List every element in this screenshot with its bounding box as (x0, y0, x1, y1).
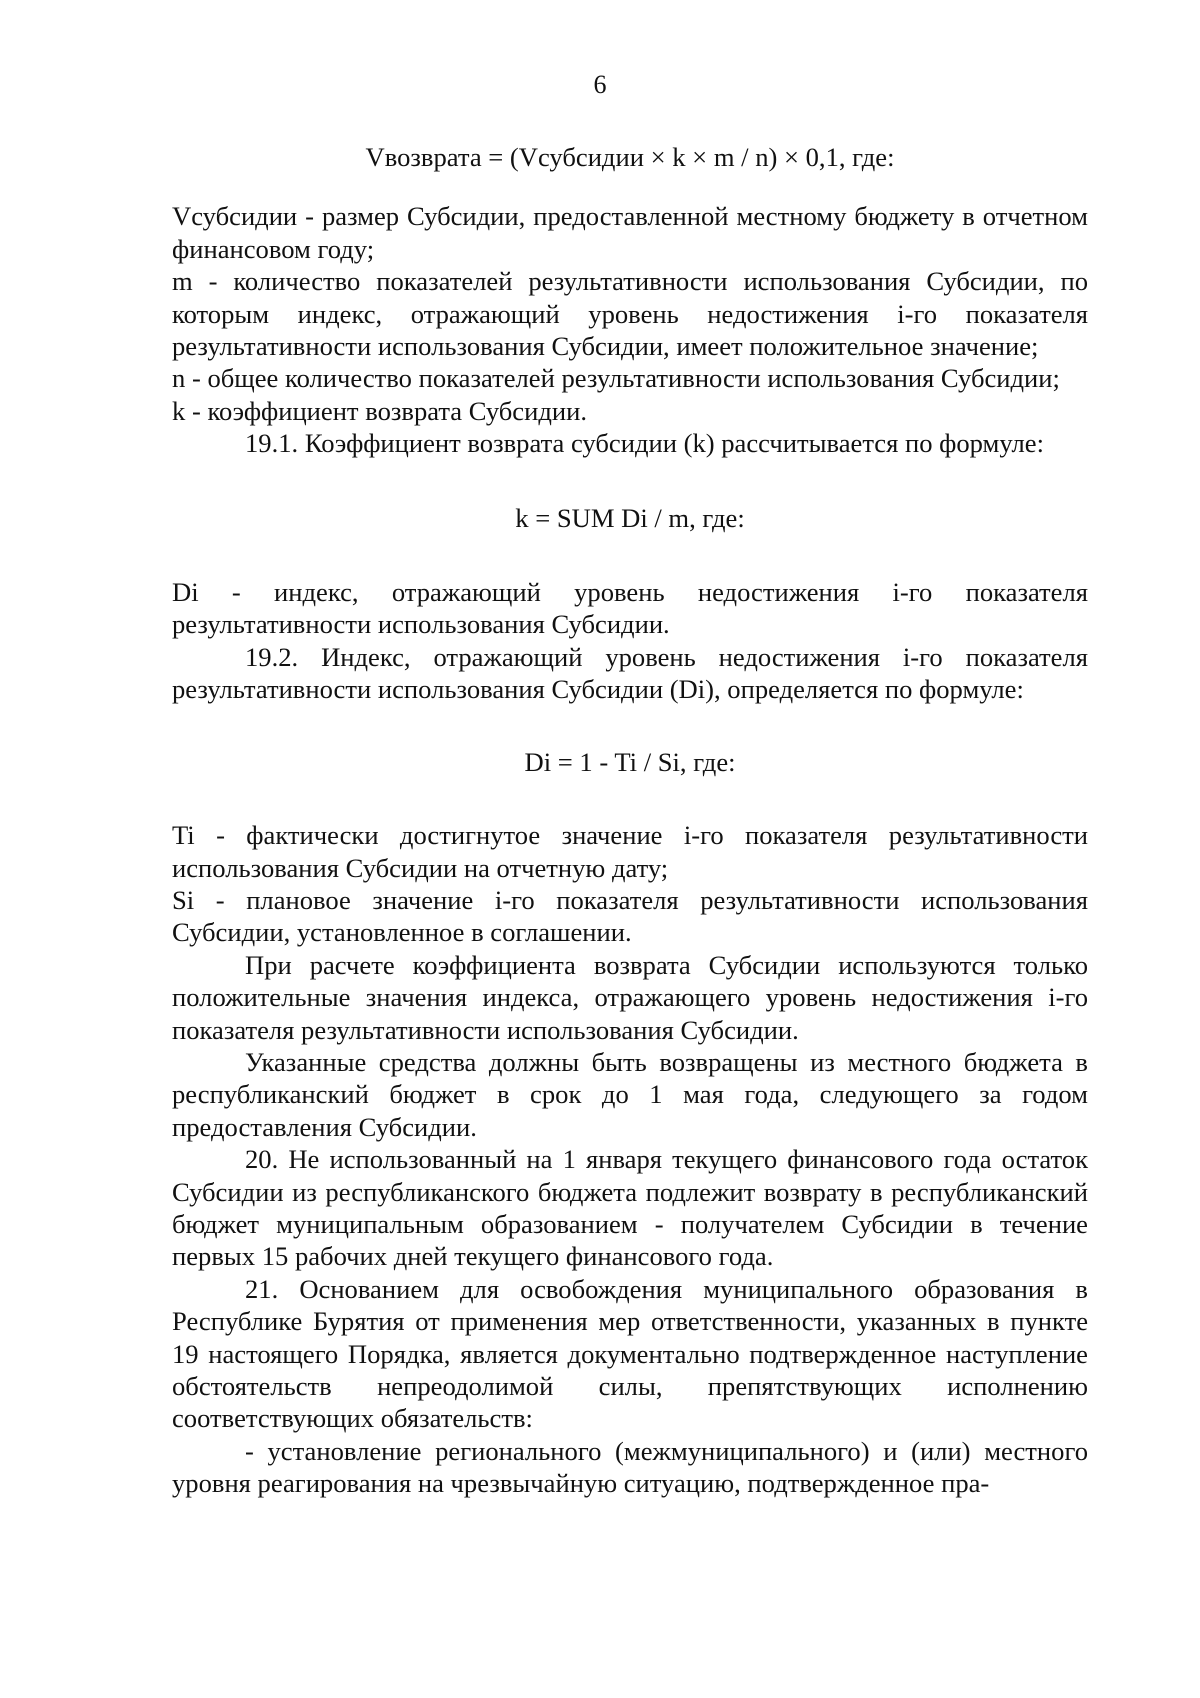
paragraph-m: m - количество показателей результативности использования Субсидии, по которым индекс, отражающий уровень недостижения i-го показателя результативности использования Субсидии, имеет положительное значение; (172, 266, 1088, 362)
paragraph-k: k - коэффициент возврата Субсидии. (172, 395, 587, 426)
paragraph-return-deadline: Указанные средства должны быть возвращены из местного бюджета в республиканский бюджет в срок до 1 мая года, следующего за годом предоставления Субсидии. (172, 1046, 1088, 1142)
paragraph-v-subsidy: Vсубсидии - размер Субсидии, предоставленной местному бюджету в отчетном финансовом году; (172, 201, 1088, 264)
paragraph-positive-values: При расчете коэффициента возврата Субсидии используются только положительные значения индекса, отражающего уровень недостижения i-го показателя результативности использования Субсидии. (172, 949, 1088, 1045)
page-number: 6 (593, 70, 607, 99)
paragraph-19-1: 19.1. Коэффициент возврата субсидии (k) рассчитывается по формуле: (245, 428, 1044, 459)
paragraph-ti: Ti - фактически достигнутое значение i-го показателя результативности использования Субсидии на отчетную дату; (172, 820, 1088, 883)
formula-return-volume: Vвозврата = (Vсубсидии × k × m / n) × 0,1, где: (365, 142, 895, 172)
formula-k: k = SUM Di / m, где: (515, 502, 745, 533)
paragraph-emergency: - установление регионального (межмуниципального) и (или) местного уровня реагирования на чрезвычайную ситуацию, подтвержденное пра- (172, 1435, 1088, 1499)
formula-di: Di = 1 - Ti / Si, где: (524, 746, 736, 777)
paragraph-si: Si - плановое значение i-го показателя результативности использования Субсидии, установленное в соглашении. (172, 884, 1088, 948)
paragraph-21: 21. Основанием для освобождения муниципального образования в Республике Бурятия от применения мер ответственности, указанных в пункте 19 настоящего Порядка, является документально подтвержденное наступление обстоятельств непреодолимой силы, препятствующих исполнению соответствующих обязательств: (172, 1273, 1088, 1434)
paragraph-20: 20. Не использованный на 1 января текущего финансового года остаток Субсидии из республиканского бюджета подлежит возврату в республиканский бюджет муниципальным образованием - получателем Субсидии в течение первых 15 рабочих дней текущего финансового года. (172, 1144, 1088, 1272)
paragraph-di: Di - индекс, отражающий уровень недостижения i-го показателя результативности использования Субсидии. (172, 577, 1088, 640)
document-body (172, 141, 1088, 1500)
paragraph-19-2: 19.2. Индекс, отражающий уровень недостижения i-го показателя результативности использования Субсидии (Di), определяется по формуле: (172, 641, 1088, 705)
paragraph-n: n - общее количество показателей результативности использования Субсидии; (172, 363, 1060, 394)
